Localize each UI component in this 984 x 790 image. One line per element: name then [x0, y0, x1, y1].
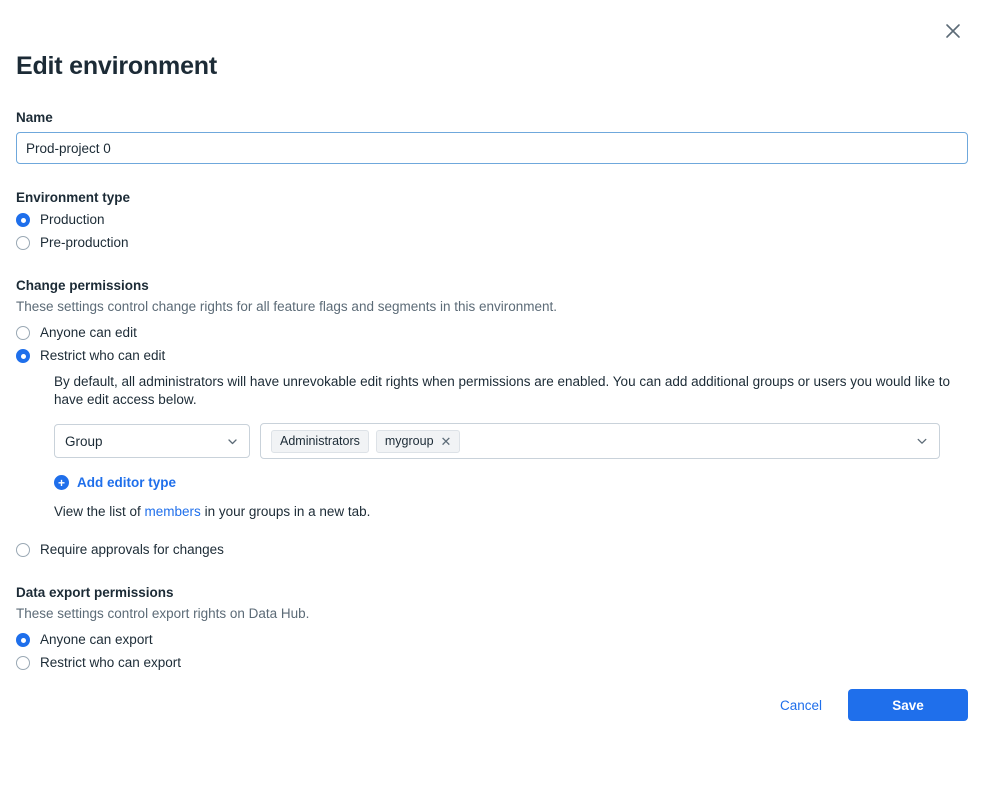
tag-administrators[interactable] — [271, 430, 369, 453]
tag-mygroup[interactable] — [376, 430, 461, 453]
radio-production-indicator[interactable] — [16, 213, 30, 227]
radio-restrict-who-can-export[interactable] — [16, 654, 968, 672]
plus-icon: + — [54, 475, 69, 490]
radio-pre-production[interactable] — [16, 234, 968, 252]
name-input[interactable] — [16, 132, 968, 164]
radio-pre-production-label: Pre-production — [40, 235, 129, 250]
members-hint-suffix: in your groups in a new tab. — [200, 504, 371, 519]
editor-group-tags — [271, 430, 460, 453]
radio-anyone-can-edit-label: Anyone can edit — [40, 325, 137, 340]
save-button[interactable]: Save — [848, 689, 968, 721]
editor-permission-row — [54, 423, 968, 459]
chevron-down-icon — [915, 434, 929, 448]
radio-production-label: Production — [40, 212, 105, 227]
radio-require-approvals-label: Require approvals for changes — [40, 542, 224, 557]
add-editor-type-label: Add editor type — [77, 475, 177, 490]
editor-type-select[interactable] — [54, 424, 250, 458]
cancel-button[interactable]: Cancel — [776, 692, 826, 719]
page-title: Edit environment — [16, 52, 217, 80]
change-permissions-description: These settings control change rights for all feature flags and segments in this environment. — [16, 299, 558, 314]
tag-mygroup-label: mygroup — [384, 434, 434, 448]
chevron-down-icon — [226, 435, 239, 448]
radio-restrict-who-can-export-indicator[interactable] — [16, 656, 30, 670]
radio-anyone-can-export-indicator[interactable] — [16, 633, 30, 647]
radio-restrict-who-can-edit-indicator[interactable] — [16, 349, 30, 363]
data-export-permissions-description: These settings control export rights on Data Hub. — [16, 606, 310, 621]
tag-administrators-label: Administrators — [280, 434, 360, 448]
members-link[interactable]: members — [144, 504, 201, 519]
radio-restrict-who-can-edit-label: Restrict who can edit — [40, 348, 166, 363]
radio-restrict-who-can-edit[interactable] — [16, 347, 968, 365]
radio-require-approvals[interactable] — [16, 541, 968, 559]
add-editor-type-button[interactable] — [54, 475, 176, 490]
members-hint — [54, 504, 968, 519]
restrict-helper-text: By default, all administrators will have unrevokable edit rights when permissions are enabled. You can add additional groups or users you would like to have edit access below. — [54, 374, 951, 407]
close-icon[interactable] — [936, 14, 970, 48]
radio-anyone-can-edit-indicator[interactable] — [16, 326, 30, 340]
name-label: Name — [16, 110, 53, 125]
radio-restrict-who-can-export-label: Restrict who can export — [40, 655, 182, 670]
radio-anyone-can-export[interactable] — [16, 631, 968, 649]
environment-type-label: Environment type — [16, 190, 131, 205]
radio-production[interactable] — [16, 211, 968, 229]
radio-anyone-can-edit[interactable] — [16, 324, 968, 342]
radio-require-approvals-indicator[interactable] — [16, 543, 30, 557]
tag-mygroup-remove-icon[interactable]: ✕ — [440, 433, 452, 449]
data-export-permissions-label: Data export permissions — [16, 585, 174, 600]
editor-type-select-value: Group — [65, 433, 103, 449]
dialog-footer — [776, 689, 968, 721]
radio-pre-production-indicator[interactable] — [16, 236, 30, 250]
members-hint-prefix: View the list of — [54, 504, 145, 519]
change-permissions-label: Change permissions — [16, 278, 149, 293]
radio-anyone-can-export-label: Anyone can export — [40, 632, 153, 647]
editor-groups-select[interactable] — [260, 423, 940, 459]
